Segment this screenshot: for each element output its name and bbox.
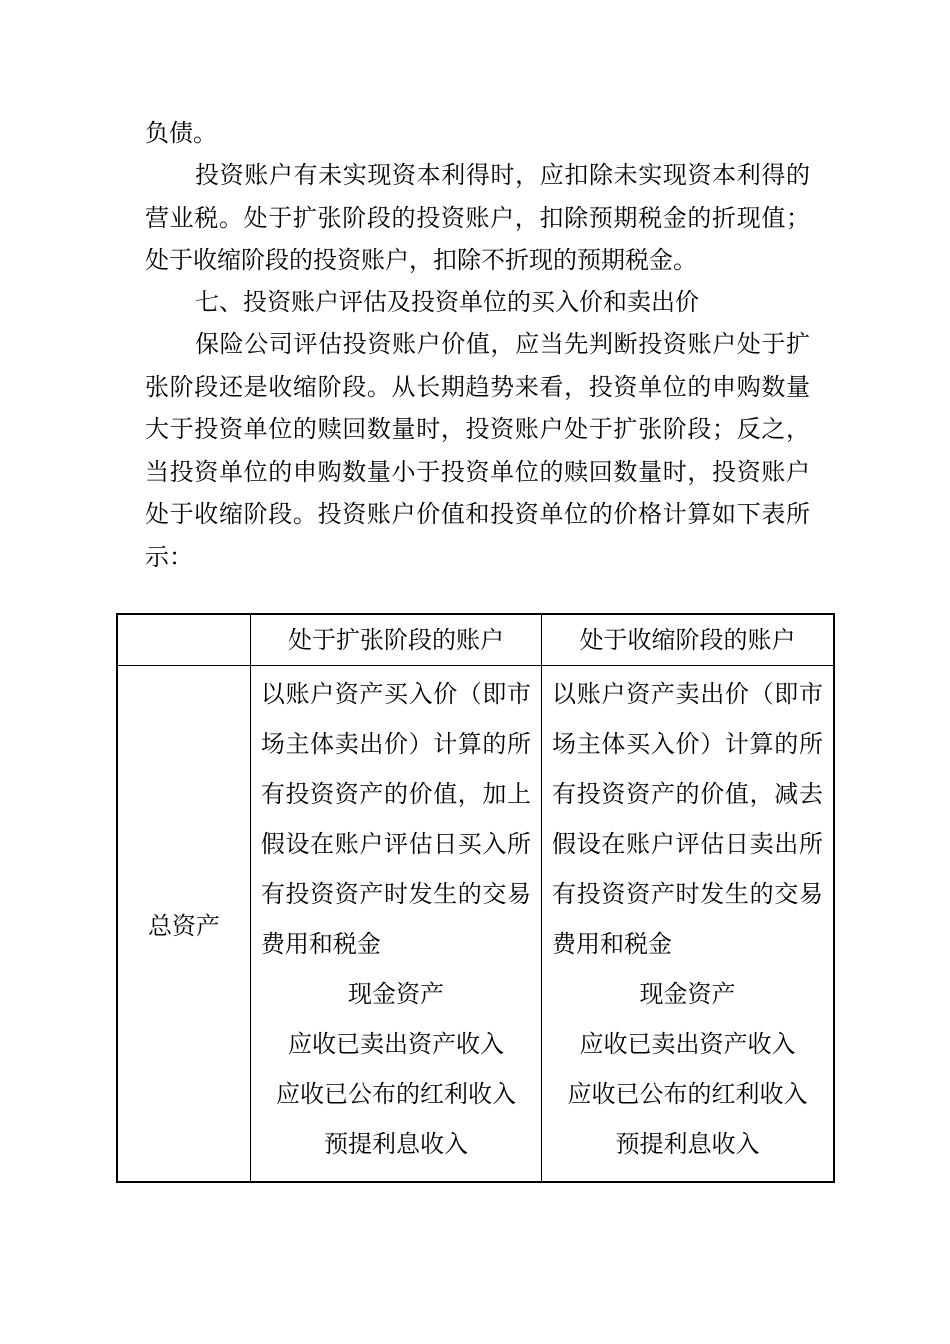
contraction-item-receivable-dividends: 应收已公布的红利收入 [567,1080,808,1108]
expansion-description: 以账户资产买入价（即市场主体卖出价）计算的所有投资资产的价值，加上假设在账户评估日买入所有投资资产时发生的交易费用和税金 [260,680,532,958]
paragraph-liabilities-end: 负债。 [145,119,217,147]
paragraph-account-valuation: 保险公司评估投资账户价值，应当先判断投资账户处于扩张阶段还是收缩阶段。从长期趋势来看，投资单位的申购数量大于投资单位的赎回数量时，投资账户处于扩张阶段；反之，当投资单位的申购数量小于投资单位的赎回数量时，投资账户处于收缩阶段。投资账户价值和投资单位的价格计算如下表所示： [145,330,810,571]
contraction-cell [542,666,834,1183]
section-heading: 七、投资账户评估及投资单位的买入价和卖出价 [195,288,699,316]
contraction-description: 以账户资产卖出价（即市场主体买入价）计算的所有投资资产的价值，减去假设在账户评估日卖出所有投资资产时发生的交易费用和税金 [552,680,823,958]
expansion-item-cash: 现金资产 [347,980,444,1008]
table-header-expansion: 处于扩张阶段的账户 [250,614,541,666]
paragraph-unrealized-gains: 投资账户有未实现资本利得时，应扣除未实现资本利得的营业税。处于扩张阶段的投资账户，扣除预期税金的折现值；处于收缩阶段的投资账户，扣除不折现的预期税金。 [145,161,810,274]
contraction-item-accrued-interest: 预提利息收入 [615,1130,760,1158]
expansion-item-receivable-dividends: 应收已公布的红利收入 [275,1080,516,1108]
table-header-row [117,614,834,666]
table-row-total-assets [117,666,834,1183]
table-header-contraction: 处于收缩阶段的账户 [542,614,834,666]
contraction-item-cash: 现金资产 [639,980,736,1008]
table-header-empty [117,614,250,666]
valuation-table [116,613,835,1183]
contraction-item-receivable-sales: 应收已卖出资产收入 [579,1030,796,1058]
expansion-cell [250,666,541,1183]
expansion-item-receivable-sales: 应收已卖出资产收入 [287,1030,504,1058]
expansion-item-accrued-interest: 预提利息收入 [323,1130,468,1158]
row-label-total-assets: 总资产 [117,666,250,1183]
